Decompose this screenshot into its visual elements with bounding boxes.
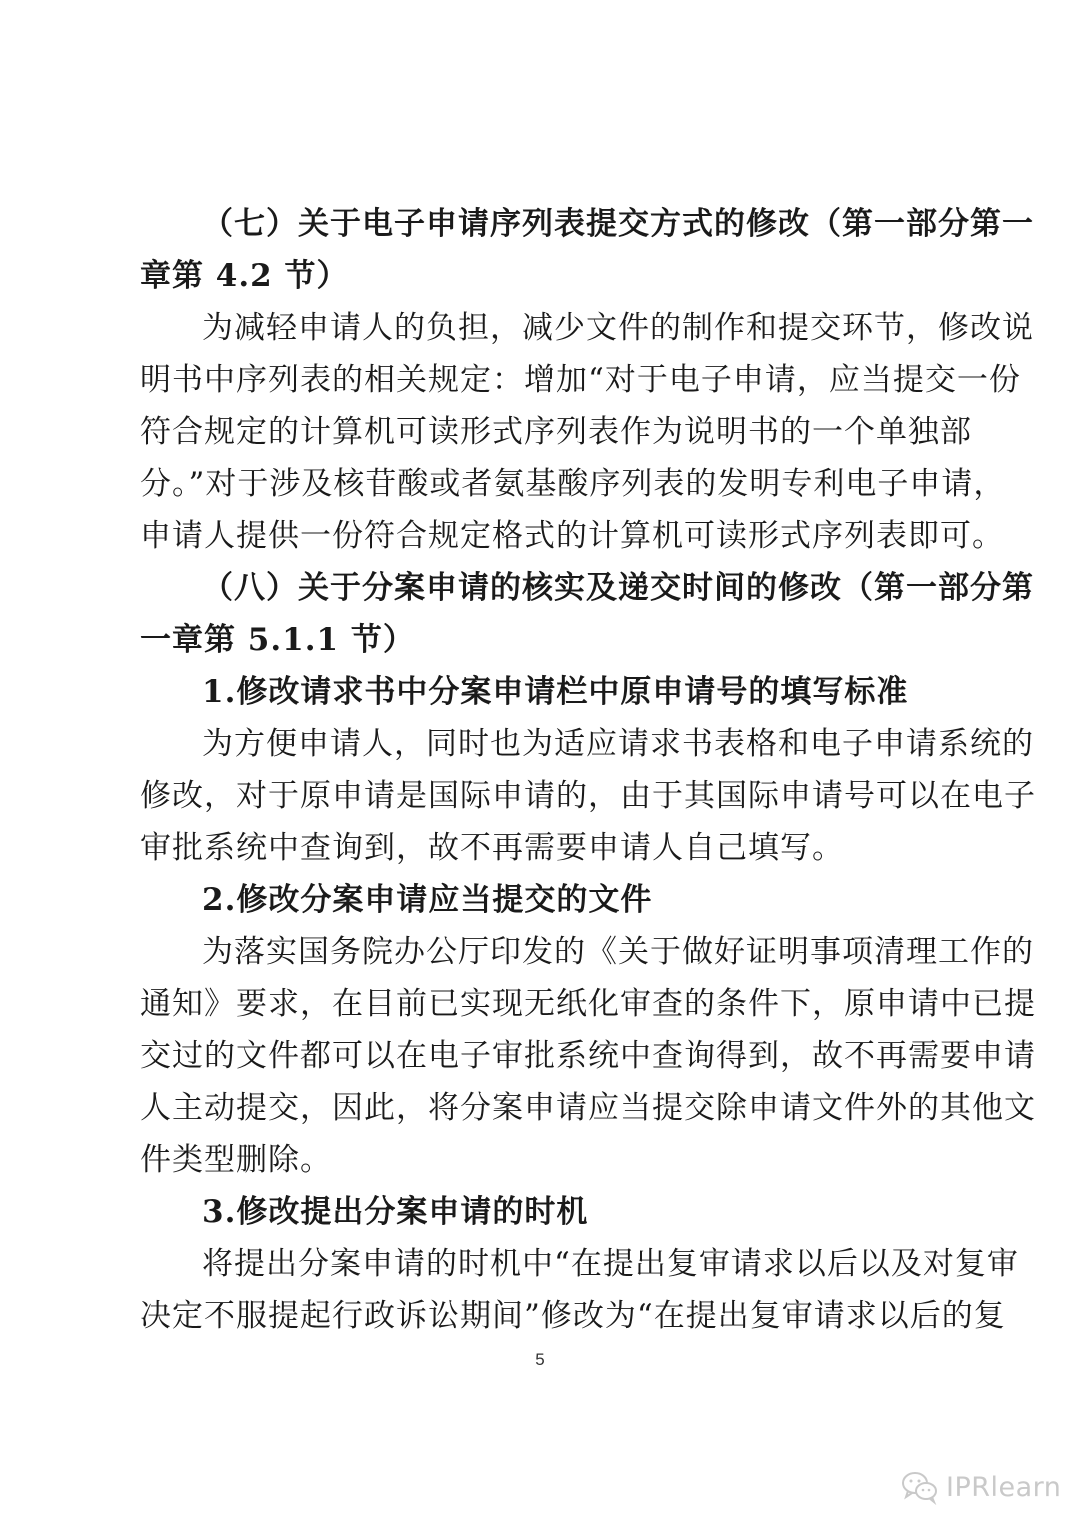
paragraph-line: 明书中序列表的相关规定：增加“对于电子申请，应当提交一份 (140, 362, 1021, 398)
paragraph-line: 交过的文件都可以在电子审批系统中查询得到，故不再需要申请 (140, 1038, 1036, 1074)
section-8-heading: （八）关于分案申请的核实及递交时间的修改（第一部分第 (202, 570, 1034, 606)
paragraph-line: 件类型删除。 (140, 1142, 332, 1178)
section-7-heading-cont: 章第 4.2 节） (140, 258, 349, 294)
subsection-1-heading: 1.修改请求书中分案申请栏中原申请号的填写标准 (202, 674, 909, 710)
paragraph-line: 分。”对于涉及核苷酸或者氨基酸序列表的发明专利电子申请， (140, 466, 1006, 502)
section-7-heading: （七）关于电子申请序列表提交方式的修改（第一部分第一 (202, 206, 1034, 242)
paragraph-line: 为落实国务院办公厅印发的《关于做好证明事项清理工作的 (202, 934, 1034, 970)
paragraph-line: 将提出分案申请的时机中“在提出复审请求以后以及对复审 (202, 1246, 1019, 1282)
paragraph-line: 符合规定的计算机可读形式序列表作为说明书的一个单独部 (140, 414, 972, 450)
paragraph-line: 为减轻申请人的负担，减少文件的制作和提交环节，修改说 (202, 310, 1034, 346)
paragraph-line: 审批系统中查询到，故不再需要申请人自己填写。 (140, 830, 844, 866)
paragraph-line: 申请人提供一份符合规定格式的计算机可读形式序列表即可。 (140, 518, 1004, 554)
subsection-2-heading: 2.修改分案申请应当提交的文件 (202, 882, 653, 918)
paragraph-line: 为方便申请人，同时也为适应请求书表格和电子申请系统的 (202, 726, 1034, 762)
paragraph-line: 修改，对于原申请是国际申请的，由于其国际申请号可以在电子 (140, 778, 1036, 814)
paragraph-line: 决定不服提起行政诉讼期间”修改为“在提出复审请求以后的复 (140, 1298, 1006, 1334)
paragraph-line: 人主动提交，因此，将分案申请应当提交除申请文件外的其他文 (140, 1090, 1036, 1126)
watermark-text: IPRlearn (946, 1471, 1062, 1503)
paragraph-line: 通知》要求，在目前已实现无纸化审查的条件下，原申请中已提 (140, 986, 1036, 1022)
subsection-3-heading: 3.修改提出分案申请的时机 (202, 1194, 589, 1230)
page-number: 5 (535, 1350, 545, 1369)
section-8-heading-cont: 一章第 5.1.1 节） (140, 622, 415, 658)
wechat-icon (900, 1469, 940, 1505)
watermark (900, 1465, 1061, 1509)
